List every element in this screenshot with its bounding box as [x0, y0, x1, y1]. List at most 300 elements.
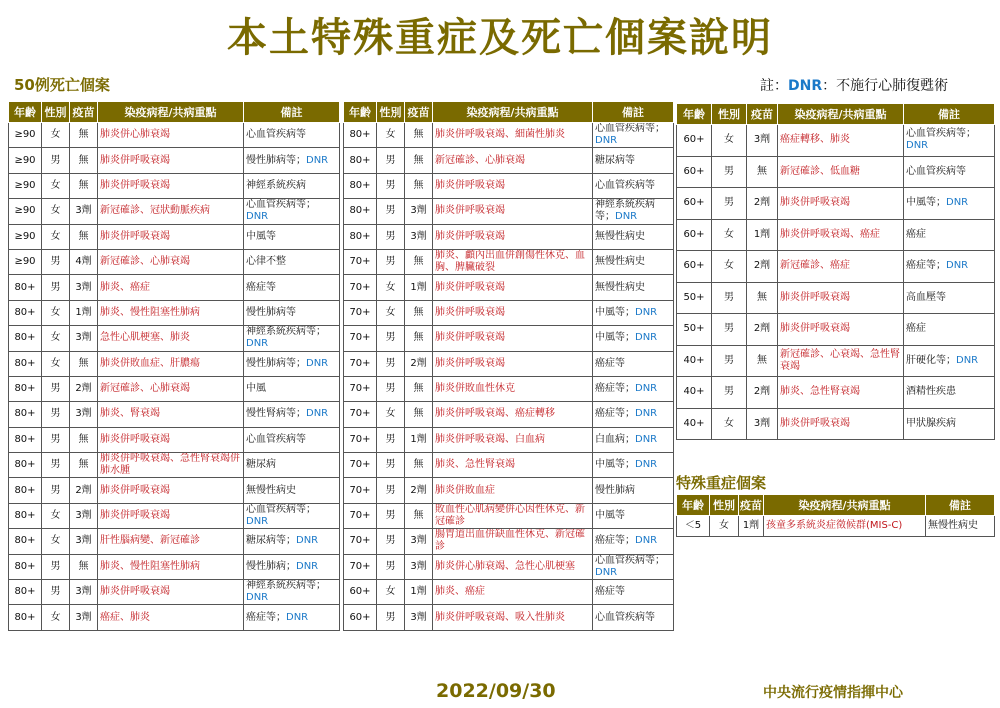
- course-cell: 肺炎併呼吸衰竭、癌症轉移: [433, 402, 593, 427]
- course-cell: 肺炎併呼吸衰竭: [433, 300, 593, 325]
- table-row: [9, 580, 340, 605]
- dnr-note: [760, 75, 948, 95]
- vaccine-cell: 2劑: [747, 251, 778, 283]
- age-cell: ≥90: [9, 123, 42, 148]
- sex-cell: 女: [377, 580, 405, 605]
- table-row: [344, 148, 674, 173]
- table-row: [9, 503, 340, 528]
- age-cell: 70+: [344, 427, 377, 452]
- remark-text: 甲狀腺疾病: [906, 417, 956, 429]
- age-cell: 80+: [344, 199, 377, 224]
- age-cell: 40+: [677, 345, 712, 377]
- vaccine-cell: 3劑: [70, 275, 98, 300]
- remark-cell: [904, 156, 995, 188]
- vaccine-cell: 無: [405, 453, 433, 478]
- remark-text: 癌症等: [595, 586, 625, 598]
- table-row: [344, 351, 674, 376]
- table-row: [677, 516, 995, 537]
- sex-cell: 男: [42, 453, 70, 478]
- remark-cell: [593, 249, 674, 274]
- course-cell: 肺炎併呼吸衰竭: [98, 427, 244, 452]
- remark-text: 中風等；: [595, 306, 635, 318]
- vaccine-cell: 3劑: [70, 529, 98, 554]
- age-cell: 70+: [344, 453, 377, 478]
- table-row: [677, 377, 995, 409]
- vaccine-cell: 3劑: [70, 326, 98, 351]
- age-cell: ≥90: [9, 224, 42, 249]
- sex-header: 性別: [42, 102, 70, 123]
- remark-text: 心血管疾病等: [906, 165, 966, 177]
- remark-text: 心血管疾病等: [595, 179, 655, 191]
- course-cell: 肺炎併呼吸衰竭: [778, 314, 904, 346]
- course-cell: 癌症轉移、肺炎: [778, 125, 904, 157]
- remark-cell: [904, 314, 995, 346]
- table-row: [344, 249, 674, 274]
- course-cell: 肺炎併呼吸衰竭: [433, 326, 593, 351]
- table-row: [9, 300, 340, 325]
- remark-text: 慢性肺病；: [246, 560, 296, 572]
- dnr-tag: DNR: [246, 338, 269, 350]
- remark-text: 無慢性病史: [595, 281, 645, 293]
- table-row: [344, 275, 674, 300]
- age-cell: 60+: [677, 188, 712, 220]
- vaccine-cell: 1劑: [405, 427, 433, 452]
- course-cell: 新冠確診、心肺衰竭: [98, 376, 244, 401]
- dnr-tag: DNR: [946, 197, 969, 209]
- course-header: 染疫病程/共病重點: [778, 104, 904, 125]
- age-cell: 70+: [344, 326, 377, 351]
- remark-text: 癌症: [906, 228, 926, 240]
- remark-text: 心血管疾病等: [595, 611, 655, 623]
- remark-cell: [244, 503, 340, 528]
- course-cell: 肺炎、顱內出血併創傷性休克、血胸、脾臟破裂: [433, 249, 593, 274]
- age-cell: 40+: [677, 377, 712, 409]
- sex-cell: 男: [42, 478, 70, 503]
- dnr-tag: DNR: [635, 459, 658, 471]
- age-cell: 80+: [9, 554, 42, 579]
- course-cell: 肺炎併呼吸衰竭、癌症: [778, 219, 904, 251]
- table-row: [344, 605, 674, 630]
- course-cell: 肺炎併敗血性休克: [433, 376, 593, 401]
- remark-cell: [593, 529, 674, 554]
- age-cell: 80+: [344, 123, 377, 148]
- age-cell: ≥90: [9, 148, 42, 173]
- course-cell: 敗血性心肌病變併心因性休克、新冠確診: [433, 503, 593, 528]
- sex-cell: 男: [712, 188, 747, 220]
- table-row: [9, 529, 340, 554]
- course-cell: 肺炎、癌症: [98, 275, 244, 300]
- course-cell: 肺炎併敗血症: [433, 478, 593, 503]
- vaccine-cell: 4劑: [70, 249, 98, 274]
- course-header: 染疫病程/共病重點: [433, 102, 593, 123]
- remark-text: 中風等；: [595, 332, 635, 344]
- age-cell: 60+: [344, 580, 377, 605]
- age-header: 年齡: [344, 102, 377, 123]
- vaccine-cell: 無: [70, 453, 98, 478]
- remark-cell: [593, 224, 674, 249]
- death-table-3: [676, 103, 995, 440]
- vaccine-cell: 3劑: [70, 402, 98, 427]
- remark-text: 癌症等: [246, 281, 276, 293]
- sex-cell: 男: [377, 326, 405, 351]
- remark-cell: [244, 148, 340, 173]
- remark-cell: [593, 351, 674, 376]
- vaccine-cell: 3劑: [747, 408, 778, 440]
- remark-cell: [244, 427, 340, 452]
- remark-cell: [593, 326, 674, 351]
- course-cell: 肺炎、癌症: [433, 580, 593, 605]
- dnr-tag: DNR: [635, 306, 658, 318]
- vaccine-cell: 無: [405, 376, 433, 401]
- table-row: [344, 224, 674, 249]
- sex-cell: 男: [377, 503, 405, 528]
- remark-text: 酒精性疾患: [906, 386, 956, 398]
- table-row: [344, 554, 674, 579]
- course-cell: 肺炎併敗血症、肝膿瘍: [98, 351, 244, 376]
- age-cell: 60+: [677, 251, 712, 283]
- table-row: [344, 173, 674, 198]
- remark-cell: [593, 427, 674, 452]
- table-header-row: [344, 102, 674, 123]
- dnr-tag: DNR: [615, 211, 638, 223]
- remark-cell: [244, 326, 340, 351]
- sex-cell: 男: [712, 345, 747, 377]
- vaccine-cell: 3劑: [747, 125, 778, 157]
- vaccine-cell: 無: [70, 351, 98, 376]
- remark-text: 癌症等: [595, 357, 625, 369]
- course-cell: 肺炎、急性腎衰竭: [433, 453, 593, 478]
- vaccine-cell: 2劑: [70, 478, 98, 503]
- remark-cell: [593, 148, 674, 173]
- remark-text: 高血壓等: [906, 291, 946, 303]
- course-cell: 新冠確診、心肺衰竭: [433, 148, 593, 173]
- table-row: [677, 408, 995, 440]
- age-cell: 70+: [344, 275, 377, 300]
- vaccine-cell: 無: [405, 402, 433, 427]
- table-row: [9, 199, 340, 224]
- special-cases-table: [676, 494, 995, 537]
- remark-text: 神經系統疾病: [246, 179, 306, 191]
- vaccine-cell: 無: [405, 173, 433, 198]
- table-row: [9, 554, 340, 579]
- remark-cell: [244, 453, 340, 478]
- remark-text: 中風等: [595, 510, 625, 522]
- age-cell: 80+: [344, 173, 377, 198]
- remark-text: 糖尿病等: [595, 154, 635, 166]
- vaccine-cell: 2劑: [405, 351, 433, 376]
- death-cases-label: 50例死亡個案: [14, 76, 110, 94]
- course-cell: 肺炎、急性腎衰竭: [778, 377, 904, 409]
- sex-cell: 女: [42, 300, 70, 325]
- course-cell: 癌症、肺炎: [98, 605, 244, 630]
- course-cell: 肺炎併呼吸衰竭: [433, 173, 593, 198]
- remark-text: 心血管疾病等；: [595, 554, 665, 566]
- sex-cell: 男: [42, 275, 70, 300]
- sex-cell: 女: [42, 529, 70, 554]
- remark-text: 神經系統疾病等；: [246, 326, 326, 338]
- vaccine-cell: 3劑: [405, 554, 433, 579]
- sex-cell: 男: [377, 478, 405, 503]
- vaccine-cell: 1劑: [405, 580, 433, 605]
- table-row: [9, 376, 340, 401]
- course-cell: 肺炎併呼吸衰竭: [778, 282, 904, 314]
- sex-cell: 男: [42, 427, 70, 452]
- vaccine-header: 疫苗: [739, 495, 764, 516]
- course-cell: 肺炎、慢性阻塞性肺病: [98, 300, 244, 325]
- vaccine-cell: 3劑: [70, 580, 98, 605]
- special-cases-label: 特殊重症個案: [676, 474, 767, 492]
- remark-cell: [244, 249, 340, 274]
- table-row: [9, 453, 340, 478]
- table-header-row: [677, 495, 995, 516]
- age-cell: 80+: [344, 148, 377, 173]
- age-cell: 80+: [9, 275, 42, 300]
- course-cell: 肺炎併呼吸衰竭: [433, 199, 593, 224]
- sex-cell: 女: [712, 408, 747, 440]
- remark-cell: [593, 478, 674, 503]
- vaccine-cell: 無: [747, 156, 778, 188]
- age-header: 年齡: [677, 104, 712, 125]
- sex-cell: 男: [377, 453, 405, 478]
- vaccine-cell: 無: [70, 148, 98, 173]
- report-date: 2022/09/30: [436, 680, 556, 702]
- remark-cell: [904, 282, 995, 314]
- table-row: [9, 427, 340, 452]
- age-cell: 60+: [677, 125, 712, 157]
- sex-cell: 女: [377, 123, 405, 148]
- vaccine-cell: 3劑: [70, 503, 98, 528]
- course-cell: 肺炎併呼吸衰竭: [433, 224, 593, 249]
- remark-text: 心血管疾病等；: [906, 128, 976, 140]
- course-cell: 肺炎併呼吸衰竭: [98, 503, 244, 528]
- table-row: [677, 156, 995, 188]
- remark-text: 慢性肺病等: [246, 306, 296, 318]
- vaccine-header: 疫苗: [70, 102, 98, 123]
- dnr-tag: DNR: [635, 332, 658, 344]
- remark-header: 備註: [926, 495, 995, 516]
- age-cell: 70+: [344, 529, 377, 554]
- sex-cell: 女: [42, 605, 70, 630]
- vaccine-cell: 無: [405, 249, 433, 274]
- dnr-tag: DNR: [306, 154, 329, 166]
- remark-cell: [244, 580, 340, 605]
- vaccine-cell: 無: [747, 282, 778, 314]
- age-cell: ≥90: [9, 249, 42, 274]
- table-row: [344, 199, 674, 224]
- sex-cell: 男: [712, 377, 747, 409]
- table-row: [344, 453, 674, 478]
- remark-cell: [593, 580, 674, 605]
- age-cell: 80+: [9, 402, 42, 427]
- age-cell: 70+: [344, 554, 377, 579]
- remark-cell: [244, 554, 340, 579]
- sex-cell: 女: [42, 351, 70, 376]
- course-cell: 肺炎、腎衰竭: [98, 402, 244, 427]
- sex-header: 性別: [710, 495, 739, 516]
- remark-text: 心血管疾病等；: [595, 123, 665, 135]
- dnr-tag: DNR: [635, 383, 658, 395]
- vaccine-cell: 1劑: [739, 516, 764, 537]
- sex-cell: 男: [377, 529, 405, 554]
- remark-cell: [593, 554, 674, 579]
- remark-cell: [244, 529, 340, 554]
- course-cell: 肺炎併呼吸衰竭: [433, 351, 593, 376]
- vaccine-cell: 無: [70, 554, 98, 579]
- remark-cell: [593, 275, 674, 300]
- course-cell: 肺炎併呼吸衰竭: [778, 408, 904, 440]
- remark-text: 肝硬化等；: [906, 354, 956, 366]
- vaccine-header: 疫苗: [747, 104, 778, 125]
- age-cell: 70+: [344, 376, 377, 401]
- age-cell: 50+: [677, 314, 712, 346]
- vaccine-cell: 無: [70, 224, 98, 249]
- remark-cell: [904, 251, 995, 283]
- dnr-tag: DNR: [306, 357, 329, 369]
- age-cell: 80+: [9, 580, 42, 605]
- age-cell: 70+: [344, 503, 377, 528]
- sex-cell: 女: [42, 224, 70, 249]
- sex-cell: 男: [42, 554, 70, 579]
- course-cell: 肺炎併呼吸衰竭: [98, 478, 244, 503]
- sex-cell: 男: [377, 249, 405, 274]
- age-cell: 80+: [9, 478, 42, 503]
- age-cell: 70+: [344, 402, 377, 427]
- sex-cell: 男: [42, 148, 70, 173]
- remark-text: 癌症等；: [246, 611, 286, 623]
- table-row: [9, 123, 340, 148]
- vaccine-cell: 2劑: [747, 377, 778, 409]
- table-row: [677, 188, 995, 220]
- remark-text: 心血管疾病等；: [246, 199, 316, 211]
- remark-text: 慢性肺病等；: [246, 154, 306, 166]
- age-cell: 70+: [344, 351, 377, 376]
- vaccine-cell: 無: [747, 345, 778, 377]
- remark-cell: [244, 351, 340, 376]
- remark-text: 無慢性病史: [928, 520, 978, 531]
- vaccine-header: 疫苗: [405, 102, 433, 123]
- vaccine-cell: 無: [405, 123, 433, 148]
- table-row: [9, 351, 340, 376]
- course-cell: 肺炎併呼吸衰竭、急性腎衰竭併肺水腫: [98, 453, 244, 478]
- remark-cell: [904, 188, 995, 220]
- sex-cell: 男: [377, 351, 405, 376]
- course-cell: 肺炎併心肺衰竭: [98, 123, 244, 148]
- vaccine-cell: 3劑: [70, 199, 98, 224]
- death-table-1: [8, 101, 340, 631]
- course-cell: 肺炎併呼吸衰竭: [98, 148, 244, 173]
- vaccine-cell: 1劑: [405, 275, 433, 300]
- table-row: [9, 148, 340, 173]
- dnr-tag: DNR: [246, 516, 269, 528]
- course-cell: 新冠確診、心肺衰竭: [98, 249, 244, 274]
- sex-cell: 男: [712, 282, 747, 314]
- age-cell: 80+: [9, 376, 42, 401]
- remark-cell: [593, 453, 674, 478]
- table-row: [9, 478, 340, 503]
- age-cell: 80+: [9, 503, 42, 528]
- remark-text: 慢性腎病等；: [246, 408, 306, 420]
- remark-cell: [244, 300, 340, 325]
- age-cell: 60+: [677, 219, 712, 251]
- course-cell: 肺炎併呼吸衰竭、白血病: [433, 427, 593, 452]
- table-row: [9, 605, 340, 630]
- remark-cell: [904, 408, 995, 440]
- course-cell: 新冠確診、冠狀動脈疾病: [98, 199, 244, 224]
- age-cell: ＜5: [677, 516, 710, 537]
- vaccine-cell: 無: [70, 123, 98, 148]
- table-row: [9, 249, 340, 274]
- sex-cell: 女: [710, 516, 739, 537]
- table-row: [677, 345, 995, 377]
- remark-text: 中風: [246, 383, 266, 395]
- vaccine-cell: 1劑: [70, 300, 98, 325]
- remark-text: 慢性肺病等；: [246, 357, 306, 369]
- remark-cell: [904, 219, 995, 251]
- table-row: [677, 251, 995, 283]
- remark-text: 癌症等；: [595, 535, 635, 547]
- vaccine-cell: 無: [70, 173, 98, 198]
- sex-cell: 女: [712, 125, 747, 157]
- remark-text: 慢性肺病: [595, 484, 635, 496]
- dnr-tag: DNR: [635, 408, 658, 420]
- table-row: [344, 427, 674, 452]
- course-cell: 肺炎併呼吸衰竭: [98, 173, 244, 198]
- death-table-2: [343, 101, 674, 631]
- course-cell: 肝性腦病變、新冠確診: [98, 529, 244, 554]
- sex-cell: 女: [712, 219, 747, 251]
- remark-text: 白血病；: [595, 433, 635, 445]
- sex-cell: 男: [712, 314, 747, 346]
- dnr-tag: DNR: [635, 535, 658, 547]
- remark-text: 神經系統疾病等；: [246, 580, 326, 592]
- sex-cell: 男: [377, 605, 405, 630]
- vaccine-cell: 無: [70, 427, 98, 452]
- sex-cell: 女: [42, 503, 70, 528]
- note-prefix: 註：: [760, 78, 788, 94]
- age-cell: 50+: [677, 282, 712, 314]
- age-cell: 80+: [9, 453, 42, 478]
- remark-cell: [593, 605, 674, 630]
- remark-header: 備註: [593, 102, 674, 123]
- sex-cell: 男: [42, 580, 70, 605]
- remark-text: 癌症等；: [595, 408, 635, 420]
- remark-cell: [244, 376, 340, 401]
- vaccine-cell: 3劑: [405, 605, 433, 630]
- dnr-tag: DNR: [286, 611, 309, 623]
- course-cell: 急性心肌梗塞、肺炎: [98, 326, 244, 351]
- sex-cell: 女: [42, 173, 70, 198]
- note-suffix: ：不施行心肺復甦術: [822, 78, 949, 94]
- sex-cell: 男: [377, 376, 405, 401]
- course-header: 染疫病程/共病重點: [764, 495, 926, 516]
- dnr-tag: DNR: [246, 211, 269, 223]
- remark-cell: [593, 199, 674, 224]
- remark-cell: [244, 275, 340, 300]
- table-row: [344, 580, 674, 605]
- table-row: [344, 326, 674, 351]
- table-row: [677, 314, 995, 346]
- note-dnr: DNR: [788, 78, 823, 94]
- course-cell: 新冠確診、心衰竭、急性腎衰竭: [778, 345, 904, 377]
- sex-cell: 女: [42, 199, 70, 224]
- vaccine-cell: 無: [405, 300, 433, 325]
- table-row: [677, 219, 995, 251]
- course-cell: 肺炎併呼吸衰竭、吸入性肺炎: [433, 605, 593, 630]
- course-cell: 肺炎併呼吸衰竭: [433, 275, 593, 300]
- vaccine-cell: 3劑: [405, 529, 433, 554]
- age-cell: 80+: [9, 326, 42, 351]
- vaccine-cell: 3劑: [405, 199, 433, 224]
